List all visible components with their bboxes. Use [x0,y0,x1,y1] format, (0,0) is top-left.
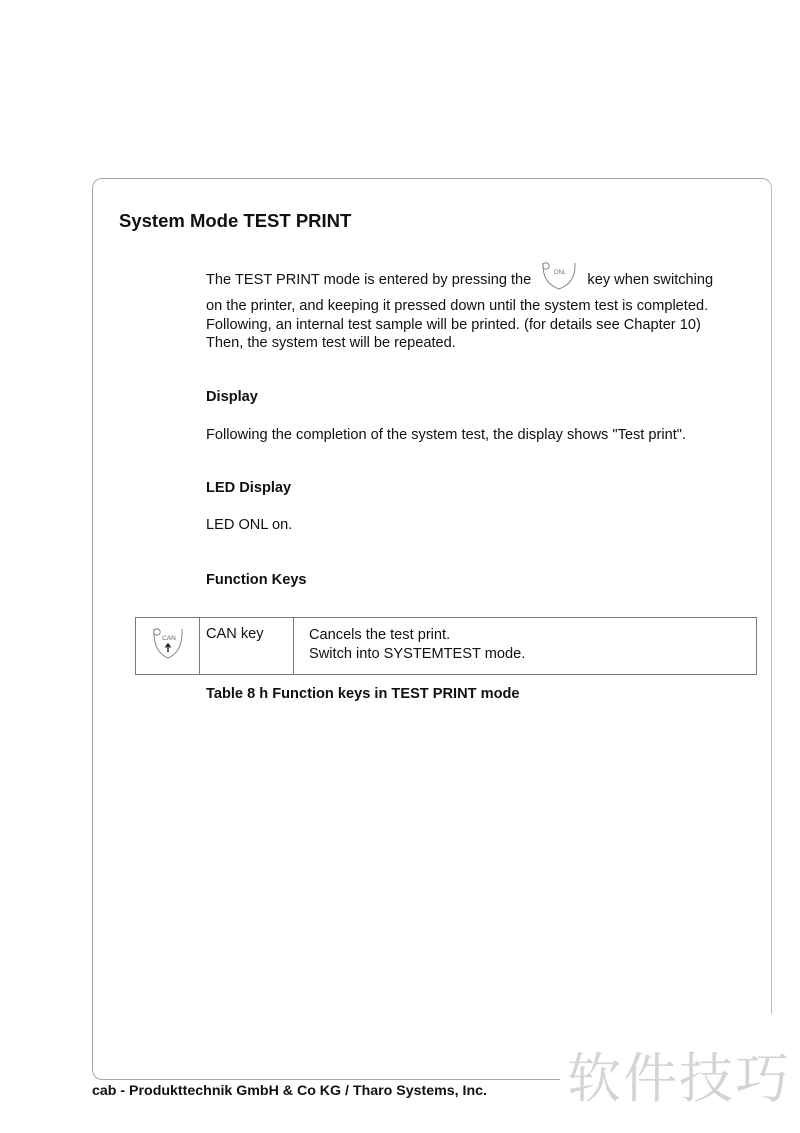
intro-line-3: Following, an internal test sample will be printed. (for details see Chapter 10) [206,316,701,333]
led-display-heading: LED Display [206,480,292,496]
key-icon-cell [136,618,200,675]
can-key-icon [151,626,185,660]
onl-key-icon [540,261,578,291]
intro-text-after-key: key when switching [587,271,714,288]
intro-line-2: on the printer, and keeping it pressed down until the system test is completed. [206,298,709,314]
onl-key-label: ONL [554,270,567,276]
arrow-up-icon [165,644,170,652]
led-display-text: LED ONL on. [206,517,293,533]
intro-line-4: Then, the system test will be repeated. [206,335,456,351]
table-row [136,618,757,675]
key-name: CAN key [200,618,294,675]
footer-text: cab - Produkttechnik GmbH & Co KG / Tharo Systems, Inc. [92,1083,487,1099]
display-heading: Display [206,389,258,405]
intro-paragraph [206,297,708,353]
key-description-line-2: Switch into SYSTEMTEST mode. [309,645,526,662]
watermark: 软件技巧 [567,1047,791,1110]
can-key-label: CAN [161,635,176,642]
key-description [294,618,757,675]
key-description-line-1: Cancels the test print. [309,627,451,643]
intro-line-1 [206,269,713,291]
function-keys-table [135,617,757,675]
display-text: Following the completion of the system test, the display shows "Test print". [206,427,687,443]
intro-text-before-key: The TEST PRINT mode is entered by pressing the [206,271,532,288]
function-keys-heading: Function Keys [206,572,307,588]
table-caption: Table 8 h Function keys in TEST PRINT mode [206,686,520,702]
page-title: System Mode TEST PRINT [119,210,352,231]
